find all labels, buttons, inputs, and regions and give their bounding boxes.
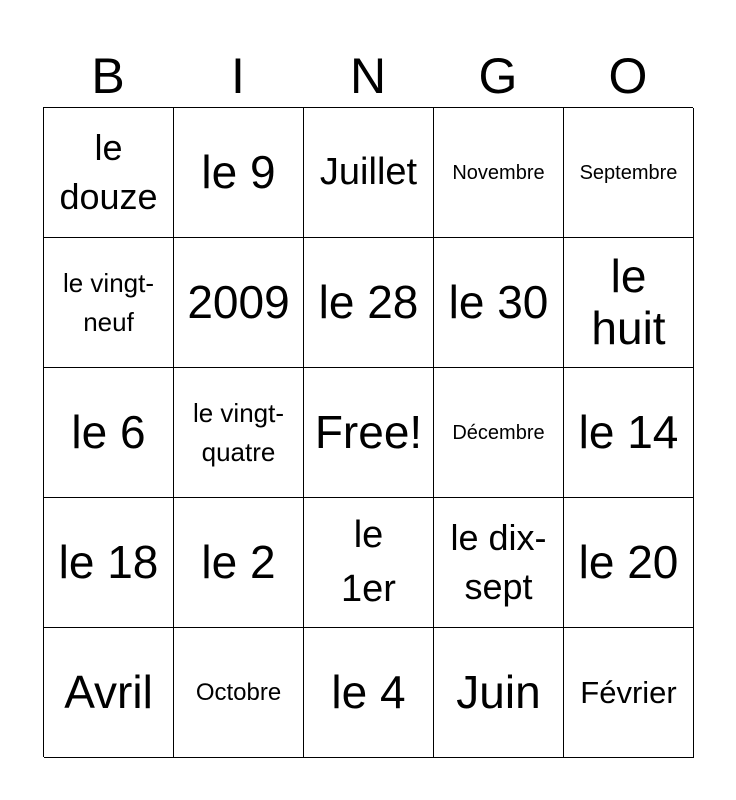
cell-text: Avril <box>64 665 153 718</box>
cell-text: le 4 <box>331 665 406 718</box>
cell-text: Free! <box>314 405 423 458</box>
header-letter-n: N <box>349 48 387 104</box>
bingo-cell[interactable] <box>564 368 694 498</box>
cell-text: le 6 <box>71 405 146 458</box>
cell-text: le 9 <box>201 145 276 198</box>
cell-text: Décembre <box>452 421 545 444</box>
header-letter-b: B <box>91 48 125 104</box>
bingo-cell[interactable] <box>434 238 564 368</box>
bingo-cell[interactable] <box>174 108 304 238</box>
header-letter-i: I <box>231 48 245 104</box>
cell-text: le huit <box>591 249 666 354</box>
cell-text: le 1er <box>341 514 396 610</box>
cell-text: le 30 <box>448 275 549 328</box>
cell-text: 2009 <box>187 275 290 328</box>
bingo-cell[interactable] <box>434 108 564 238</box>
cell-text: Octobre <box>195 678 282 706</box>
bingo-header <box>43 46 693 106</box>
cell-text: Novembre <box>452 161 545 184</box>
bingo-cell[interactable] <box>174 628 304 758</box>
header-letter-o: O <box>608 48 648 104</box>
cell-text: le douze <box>59 126 158 217</box>
bingo-cell[interactable] <box>304 238 434 368</box>
cell-text: le 28 <box>318 275 419 328</box>
bingo-cell[interactable] <box>564 498 694 628</box>
cell-text: le 18 <box>58 535 159 588</box>
bingo-cell[interactable] <box>44 238 174 368</box>
bingo-cell[interactable] <box>44 498 174 628</box>
bingo-cell[interactable] <box>174 368 304 498</box>
bingo-cell[interactable] <box>174 498 304 628</box>
bingo-cell[interactable] <box>434 628 564 758</box>
bingo-cell[interactable] <box>564 238 694 368</box>
bingo-cell[interactable] <box>304 498 434 628</box>
cell-text: Février <box>580 674 677 710</box>
bingo-cell[interactable] <box>304 628 434 758</box>
bingo-cell[interactable] <box>44 628 174 758</box>
cell-text: Juin <box>456 665 541 718</box>
bingo-cell[interactable] <box>44 108 174 238</box>
cell-text: le 2 <box>201 535 276 588</box>
bingo-board <box>43 107 693 757</box>
cell-text: le vingt-neuf <box>62 267 155 337</box>
cell-text: Juillet <box>319 150 418 193</box>
bingo-cell[interactable] <box>434 368 564 498</box>
cell-text: le 20 <box>578 535 679 588</box>
cell-text: le 14 <box>578 405 679 458</box>
cell-text: Septembre <box>579 161 678 184</box>
bingo-cell[interactable] <box>174 238 304 368</box>
bingo-cell[interactable] <box>304 108 434 238</box>
cell-text: le dix-sept <box>450 516 547 607</box>
cell-text: le vingt-quatre <box>192 397 285 467</box>
bingo-cell[interactable] <box>564 628 694 758</box>
bingo-cell[interactable] <box>434 498 564 628</box>
bingo-cell[interactable] <box>564 108 694 238</box>
header-letter-g: G <box>478 48 518 104</box>
bingo-cell[interactable] <box>44 368 174 498</box>
bingo-cell[interactable] <box>304 368 434 498</box>
